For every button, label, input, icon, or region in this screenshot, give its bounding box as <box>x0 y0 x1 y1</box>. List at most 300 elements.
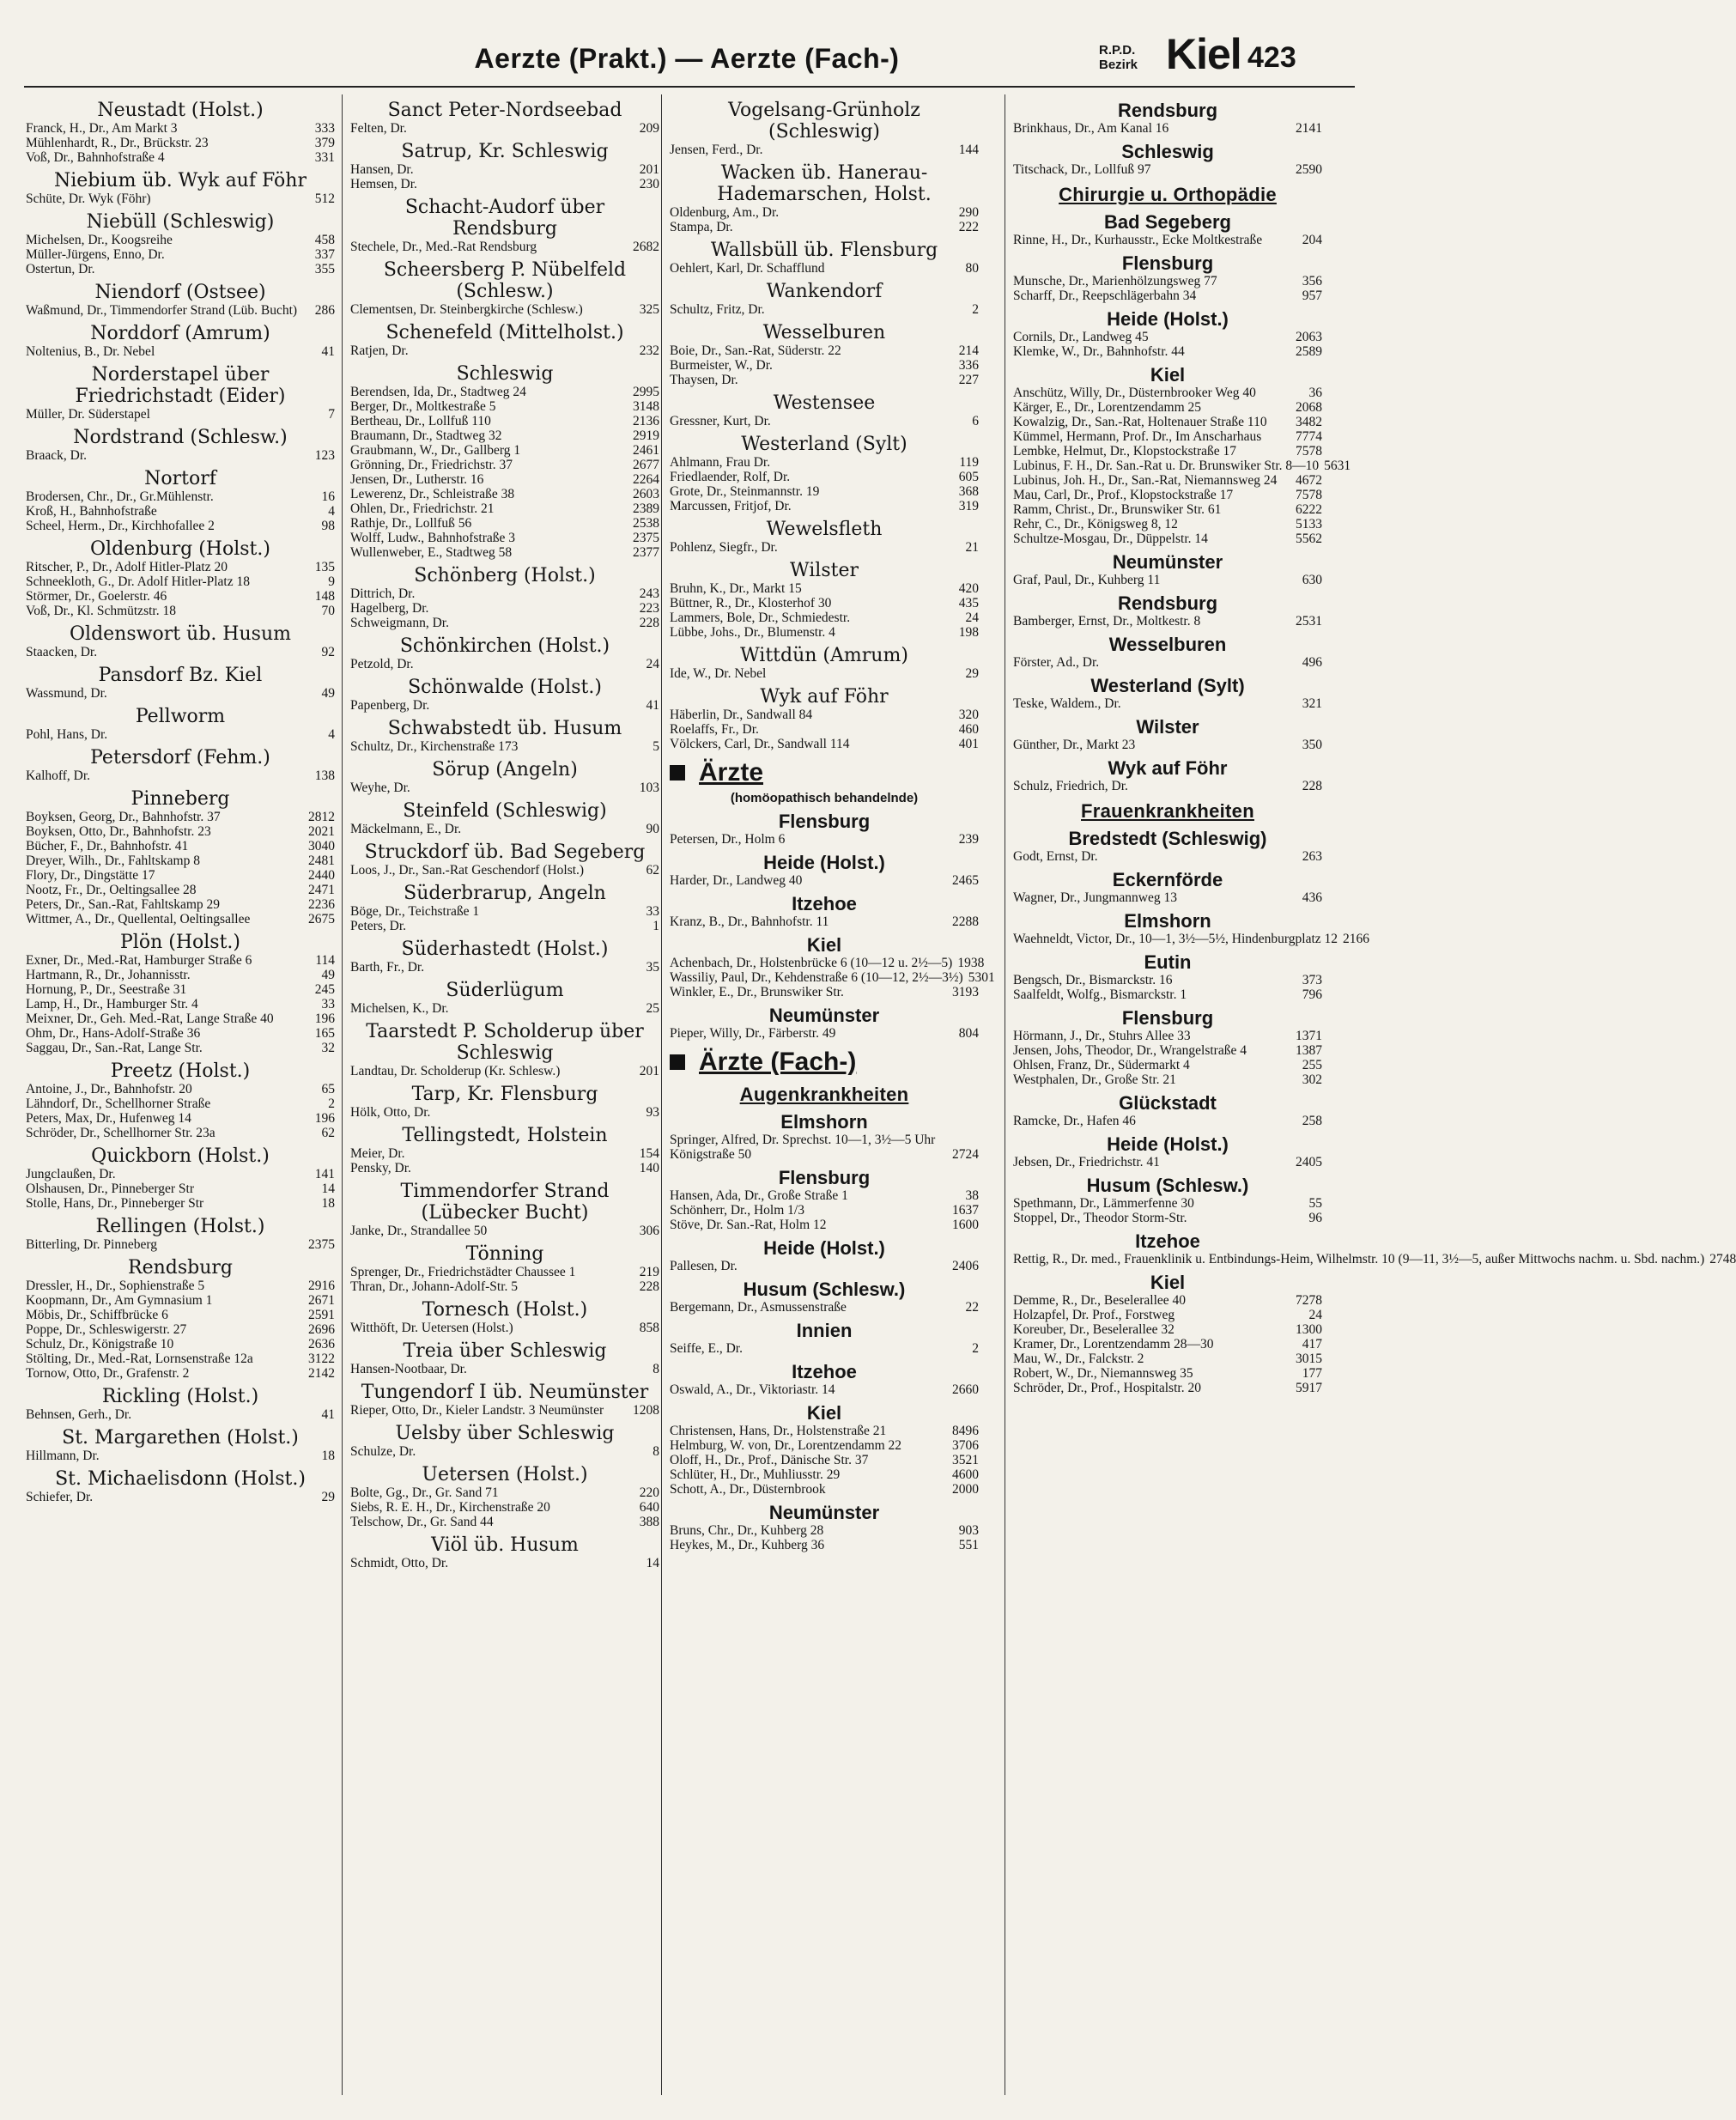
listing-name: Mäckelmann, E., Dr. <box>350 822 462 836</box>
listing-name: Grote, Dr., Steinmannstr. 19 <box>670 484 820 499</box>
listing-entry <box>1013 614 1322 629</box>
listing-name: Waehneldt, Victor, Dr., 10—1, 3½—5½, Hindenburgplatz 12 <box>1013 932 1338 946</box>
listing-phone: 858 <box>639 1321 659 1335</box>
listing-phone <box>974 1133 979 1147</box>
listing-phone: 230 <box>639 177 659 191</box>
listing-entry <box>350 616 659 630</box>
location-heading: Wilster <box>1136 716 1199 738</box>
listing-phone: 165 <box>314 1026 335 1041</box>
listing-name: Schweigmann, Dr. <box>350 616 449 630</box>
specialty-heading-gynecology: Frauenkrankheiten <box>1081 800 1254 822</box>
listing-phone: 460 <box>958 722 979 737</box>
listing-phone: 436 <box>1302 890 1322 905</box>
listing-entry <box>1013 1337 1322 1352</box>
listing-name: Pohlenz, Siegfr., Dr. <box>670 540 778 555</box>
listing-phone: 5917 <box>1296 1381 1322 1395</box>
location-heading: Niebüll (Schleswig) <box>86 211 275 233</box>
listing-entry <box>350 1279 659 1294</box>
location-heading: Schönwalde (Holst.) <box>408 677 602 698</box>
listing-entry <box>26 982 335 997</box>
location-heading: Westensee <box>773 392 876 414</box>
listing-phone: 2812 <box>308 810 335 824</box>
listing-entry <box>26 968 335 982</box>
location-heading: Pellworm <box>135 706 226 727</box>
listing-name: Meixner, Dr., Geh. Med.-Rat, Lange Straße 40 <box>26 1011 274 1026</box>
listing-name: Jensen, Johs, Theodor, Dr., Wrangelstraße 4 <box>1013 1043 1247 1058</box>
listing-name: Scheel, Herm., Dr., Kirchhofallee 2 <box>26 519 215 533</box>
listing-name: Noltenius, B., Dr. Nebel <box>26 344 155 359</box>
listing-entry <box>350 1001 659 1016</box>
listing-entry <box>1013 473 1322 488</box>
listing-name: Scharff, Dr., Reepschlägerbahn 34 <box>1013 289 1197 303</box>
listing-name: Saalfeldt, Wolfg., Bismarckstr. 1 <box>1013 987 1187 1002</box>
location-heading: Kiel <box>1150 364 1186 386</box>
listing-entry <box>670 1218 979 1232</box>
listing-phone: 286 <box>314 303 335 318</box>
listing-phone: 630 <box>1302 573 1322 587</box>
location-heading: Neustadt (Holst.) <box>97 100 264 121</box>
listing-name: Munsche, Dr., Marienhölzungsweg 77 <box>1013 274 1217 289</box>
listing-entry <box>26 997 335 1011</box>
listing-name: Lübbe, Johs., Dr., Blumenstr. 4 <box>670 625 835 640</box>
listing-entry <box>350 1265 659 1279</box>
listing-entry <box>1013 121 1322 136</box>
location-heading: Eutin <box>1144 951 1192 973</box>
listing-phone: 154 <box>639 1146 659 1161</box>
listing-entry <box>26 897 335 912</box>
listing-entry <box>350 601 659 616</box>
listing-name: Robert, W., Dr., Niemannsweg 35 <box>1013 1366 1193 1381</box>
listing-phone: 2 <box>972 302 979 317</box>
listing-entry <box>670 455 979 470</box>
listing-phone: 1637 <box>952 1203 979 1218</box>
location-heading: Taarstedt P. Scholderup über Schleswig <box>366 1021 644 1064</box>
directory-column-3 <box>670 94 995 2095</box>
listing-entry <box>1013 415 1322 429</box>
location-heading: Husum (Schlesw.) <box>1086 1175 1249 1196</box>
page-number: 423 <box>1247 41 1296 74</box>
section-gynecology <box>1013 828 1736 1395</box>
listing-entry <box>350 863 659 878</box>
listing-entry <box>1013 890 1322 905</box>
listing-name: Schultz, Dr., Kirchenstraße 173 <box>350 739 519 754</box>
listing-name: Westphalen, Dr., Große Str. 21 <box>1013 1072 1176 1087</box>
listing-entry <box>670 1438 979 1453</box>
listing-entry <box>670 1259 979 1273</box>
location-heading: Preetz (Holst.) <box>110 1060 251 1082</box>
listing-entry <box>1013 274 1322 289</box>
listing-entry <box>350 177 659 191</box>
listing-name: Clementsen, Dr. Steinbergkirche (Schlesw.) <box>350 302 583 317</box>
location-heading: St. Margarethen (Holst.) <box>62 1427 299 1449</box>
listing-phone: 80 <box>965 261 979 276</box>
listing-name: Berendsen, Ida, Dr., Stadtweg 24 <box>350 385 526 399</box>
listing-phone: 209 <box>639 121 659 136</box>
listing-phone: 36 <box>1308 386 1322 400</box>
listing-phone: 3521 <box>952 1453 979 1467</box>
listing-phone: 2671 <box>308 1293 335 1308</box>
listing-phone: 263 <box>1302 849 1322 864</box>
listing-phone: 55 <box>1308 1196 1322 1211</box>
location-heading: Tungendorf I üb. Neumünster <box>361 1382 649 1403</box>
listing-name: Koopmann, Dr., Am Gymnasium 1 <box>26 1293 213 1308</box>
listing-name: Oswald, A., Dr., Viktoriastr. 14 <box>670 1382 835 1397</box>
listing-entry <box>1013 1381 1322 1395</box>
listing-phone: 7578 <box>1296 488 1322 502</box>
listing-entry <box>350 1362 659 1376</box>
listing-name: Schröder, Dr., Prof., Hospitalstr. 20 <box>1013 1381 1201 1395</box>
listing-entry <box>1013 987 1322 1002</box>
listing-entry <box>1013 162 1322 177</box>
listing-entry <box>350 1403 659 1418</box>
listing-phone: 4 <box>328 727 335 742</box>
location-heading: Uelsby über Schleswig <box>395 1423 615 1444</box>
listing-name: Cornils, Dr., Landweg 45 <box>1013 330 1149 344</box>
listing-name: Olshausen, Dr., Pinneberger Str <box>26 1181 195 1196</box>
listing-entry <box>1013 1308 1322 1322</box>
listing-name: Schultz, Fritz, Dr. <box>670 302 765 317</box>
location-heading: Pinneberg <box>131 788 230 810</box>
listing-phone: 2389 <box>633 501 659 516</box>
listing-phone: 2142 <box>308 1366 335 1381</box>
listing-name: Koreuber, Dr., Beselerallee 32 <box>1013 1322 1175 1337</box>
listing-entry <box>26 839 335 853</box>
listing-name: Graf, Paul, Dr., Kuhberg 11 <box>1013 573 1161 587</box>
location-heading: Schwabstedt üb. Husum <box>387 718 622 739</box>
location-heading: Timmendorfer Strand (Lübecker Bucht) <box>400 1181 610 1224</box>
listing-phone: 8 <box>653 1362 659 1376</box>
listing-entry <box>670 1382 979 1397</box>
page-title: Aerzte (Prakt.) — Aerzte (Fach-) <box>474 43 900 74</box>
listing-name: Voß, Dr., Bahnhofstraße 4 <box>26 150 165 165</box>
listing-name: Schlüter, H., Dr., Muhliusstr. 29 <box>670 1467 841 1482</box>
listing-entry <box>26 953 335 968</box>
listing-name: Dittrich, Dr. <box>350 586 416 601</box>
location-heading: Eckernförde <box>1112 869 1223 890</box>
listing-name: Bitterling, Dr. Pinneberg <box>26 1237 157 1252</box>
listing-phone: 22 <box>965 1300 979 1315</box>
listing-phone: 3706 <box>952 1438 979 1453</box>
listing-name: Stoppel, Dr., Theodor Storm-Str. <box>1013 1211 1187 1225</box>
header-rule <box>24 86 1355 88</box>
listing-entry <box>670 722 979 737</box>
listing-entry <box>350 487 659 501</box>
listing-phone: 135 <box>314 560 335 574</box>
listing-phone: 2166 <box>1343 932 1370 946</box>
listing-name: Bolte, Gg., Dr., Gr. Sand 71 <box>350 1485 499 1500</box>
page-header <box>0 26 1374 86</box>
listing-phone: 227 <box>958 373 979 387</box>
listing-name: Barth, Fr., Dr. <box>350 960 425 975</box>
listing-name: Hörmann, J., Dr., Stuhrs Allee 33 <box>1013 1029 1191 1043</box>
listing-name: Lamp, H., Dr., Hamburger Str. 4 <box>26 997 198 1011</box>
location-heading: Schleswig <box>1121 141 1214 162</box>
listing-name: Nootz, Fr., Dr., Oeltingsallee 28 <box>26 883 197 897</box>
listing-entry <box>26 344 335 359</box>
listing-entry <box>1013 488 1322 502</box>
listing-name: Boie, Dr., San.-Rat, Süderstr. 22 <box>670 343 841 358</box>
location-heading: Kiel <box>806 934 842 956</box>
section-subheading: (homöopathisch behandelnde) <box>730 791 919 805</box>
listing-entry <box>26 303 335 318</box>
listing-phone: 496 <box>1302 655 1322 670</box>
listing-name: Schüte, Dr. Wyk (Föhr) <box>26 191 151 206</box>
listing-entry <box>670 343 979 358</box>
listing-phone: 29 <box>321 1490 335 1504</box>
listing-name: Ahlmann, Frau Dr. <box>670 455 771 470</box>
listing-phone: 219 <box>639 1265 659 1279</box>
listing-name: Tornow, Otto, Dr., Grafenstr. 2 <box>26 1366 190 1381</box>
listing-phone: 1387 <box>1296 1043 1322 1058</box>
listing-entry <box>1013 517 1322 532</box>
location-heading: Schleswig <box>456 363 554 385</box>
listing-name: Möbis, Dr., Schiffbrücke 6 <box>26 1308 168 1322</box>
listing-entry <box>350 1500 659 1515</box>
location-heading: Flensburg <box>1121 1007 1214 1029</box>
listing-phone: 14 <box>646 1556 659 1570</box>
listing-phone: 379 <box>314 136 335 150</box>
listing-name: Ohlsen, Franz, Dr., Südermarkt 4 <box>1013 1058 1190 1072</box>
listing-entry <box>670 1300 979 1315</box>
listing-phone: 228 <box>639 1279 659 1294</box>
listing-entry <box>670 737 979 751</box>
listing-entry <box>26 768 335 783</box>
listing-phone: 2440 <box>308 868 335 883</box>
listing-phone: 33 <box>646 904 659 919</box>
listing-entry <box>670 499 979 513</box>
listing-name: Stöve, Dr. San.-Rat, Holm 12 <box>670 1218 827 1232</box>
listing-name: Störmer, Dr., Goelerstr. 46 <box>26 589 167 604</box>
listing-phone: 2264 <box>633 472 659 487</box>
listing-name: Schott, A., Dr., Düsternbrook <box>670 1482 826 1497</box>
listing-name: Kalhoff, Dr. <box>26 768 91 783</box>
listing-entry <box>26 489 335 504</box>
listing-phone: 21 <box>965 540 979 555</box>
listing-entry <box>1013 849 1322 864</box>
listing-phone: 3122 <box>308 1352 335 1366</box>
listing-name: Kowalzig, Dr., San.-Rat, Holtenauer Straße 110 <box>1013 415 1267 429</box>
rpd-label: R.P.D. Bezirk <box>1099 43 1138 72</box>
listing-name: Dreyer, Wilh., Dr., Fahltskamp 8 <box>26 853 200 868</box>
listing-entry <box>26 1096 335 1111</box>
listing-phone: 7774 <box>1296 429 1322 444</box>
listing-phone: 2461 <box>633 443 659 458</box>
listing-phone: 3040 <box>308 839 335 853</box>
listing-name: Peters, Max, Dr., Hufenweg 14 <box>26 1111 191 1126</box>
location-heading: Uetersen (Holst.) <box>422 1464 588 1485</box>
listing-entry <box>1013 1043 1322 1058</box>
listing-name: Hornung, P., Dr., Seestraße 31 <box>26 982 187 997</box>
listing-phone: 2136 <box>633 414 659 428</box>
listing-entry <box>350 385 659 399</box>
location-heading: Schacht-Audorf über Rendsburg <box>404 197 605 240</box>
listing-phone: 4600 <box>952 1467 979 1482</box>
listing-entry <box>670 666 979 681</box>
listing-phone: 2589 <box>1296 344 1322 359</box>
listing-phone: 2 <box>328 1096 335 1111</box>
listing-entry <box>1013 973 1322 987</box>
listing-entry <box>670 956 985 970</box>
listing-entry <box>1013 502 1322 517</box>
listing-phone: 2 <box>972 1341 979 1356</box>
listing-entry <box>26 407 335 422</box>
listing-entry <box>26 883 335 897</box>
listing-entry <box>670 832 979 847</box>
listing-entry <box>670 1203 979 1218</box>
listing-entry <box>1013 1155 1322 1169</box>
listing-phone: 2919 <box>633 428 659 443</box>
listing-entry <box>350 240 659 254</box>
listing-entry <box>670 708 979 722</box>
listing-phone: 214 <box>958 343 979 358</box>
listing-name: Achenbach, Dr., Holstenbrücke 6 (10—12 u. 2½—5) <box>670 956 953 970</box>
listing-entry <box>1013 1252 1736 1267</box>
listing-entry <box>26 1308 335 1322</box>
listing-phone: 49 <box>321 968 335 982</box>
listing-name: Jungclaußen, Dr. <box>26 1167 116 1181</box>
listing-entry <box>26 810 335 824</box>
listing-name: Berger, Dr., Moltkestraße 5 <box>350 399 496 414</box>
listing-entry <box>350 822 659 836</box>
location-heading: Itzehoe <box>792 1361 857 1382</box>
listing-phone: 255 <box>1302 1058 1322 1072</box>
listing-phone: 9 <box>328 574 335 589</box>
listing-entry <box>26 1366 335 1381</box>
location-heading: Süderhastedt (Holst.) <box>401 939 609 960</box>
listing-phone: 114 <box>315 953 335 968</box>
listing-phone: 350 <box>1302 738 1322 752</box>
listing-phone: 245 <box>314 982 335 997</box>
listing-entry <box>350 545 659 560</box>
location-heading: Niendorf (Ostsee) <box>94 282 266 303</box>
listing-name: Pallesen, Dr. <box>670 1259 737 1273</box>
location-heading: Flensburg <box>1121 252 1214 274</box>
listing-entry <box>670 914 979 929</box>
section-eye-diseases <box>670 1111 979 1552</box>
listing-name: Jebsen, Dr., Friedrichstr. 41 <box>1013 1155 1160 1169</box>
listing-entry <box>26 1041 335 1055</box>
listing-name: Boyksen, Otto, Dr., Bahnhofstr. 23 <box>26 824 211 839</box>
listing-phone: 2377 <box>633 545 659 560</box>
specialty-heading-surgery: Chirurgie u. Orthopädie <box>1059 184 1277 205</box>
listing-entry <box>26 150 335 165</box>
listing-phone: 24 <box>1308 1308 1322 1322</box>
listing-phone: 333 <box>314 121 335 136</box>
listing-phone: 2995 <box>633 385 659 399</box>
listing-entry <box>26 727 335 742</box>
listing-entry <box>670 1147 979 1162</box>
listing-name: Kroß, H., Bahnhofstraße <box>26 504 157 519</box>
location-heading: Pansdorf Bz. Kiel <box>98 665 263 686</box>
listing-name: Schönherr, Dr., Holm 1/3 <box>670 1203 804 1218</box>
listing-phone: 2063 <box>1296 330 1322 344</box>
listing-entry <box>350 399 659 414</box>
listing-entry <box>350 443 659 458</box>
listing-entry <box>26 1196 335 1211</box>
listing-phone: 306 <box>639 1224 659 1238</box>
listing-phone: 368 <box>958 484 979 499</box>
listing-name: Helmburg, W. von, Dr., Lorentzendamm 22 <box>670 1438 902 1453</box>
listing-name: Bruns, Chr., Dr., Kuhberg 28 <box>670 1523 824 1538</box>
listing-entry <box>26 574 335 589</box>
location-heading: Satrup, Kr. Schleswig <box>401 141 609 162</box>
listing-entry <box>670 1341 979 1356</box>
location-heading: Viöl üb. Husum <box>431 1534 579 1556</box>
location-heading: Tönning <box>465 1243 544 1265</box>
listing-phone: 388 <box>639 1515 659 1529</box>
listing-phone: 201 <box>639 1064 659 1078</box>
listing-entry <box>1013 1029 1322 1043</box>
listing-name: Pieper, Willy, Dr., Färberstr. 49 <box>670 1026 836 1041</box>
listing-name: Gressner, Kurt, Dr. <box>670 414 771 428</box>
listing-name: Waßmund, Dr., Timmendorfer Strand (Lüb. Bucht) <box>26 303 298 318</box>
listing-phone: 92 <box>321 645 335 659</box>
listing-phone: 319 <box>958 499 979 513</box>
listing-phone: 98 <box>321 519 335 533</box>
listing-entry <box>670 1453 979 1467</box>
location-heading: Heide (Holst.) <box>1107 308 1229 330</box>
listing-name: Saggau, Dr., San.-Rat, Lange Str. <box>26 1041 203 1055</box>
listing-phone: 141 <box>314 1167 335 1181</box>
listing-phone: 1938 <box>957 956 985 970</box>
square-bullet-icon <box>670 765 685 781</box>
listing-phone: 7 <box>328 407 335 422</box>
listing-entry <box>26 1181 335 1196</box>
listing-entry <box>1013 459 1351 473</box>
listing-name: Königstraße 50 <box>670 1147 752 1162</box>
listing-phone: 1371 <box>1296 1029 1322 1043</box>
listing-phone: 2481 <box>308 853 335 868</box>
listing-entry <box>1013 779 1322 793</box>
listing-phone: 2591 <box>308 1308 335 1322</box>
listing-entry <box>350 960 659 975</box>
listing-entry <box>1013 738 1322 752</box>
listing-entry <box>350 1485 659 1500</box>
listing-phone: 3148 <box>633 399 659 414</box>
listing-phone: 4672 <box>1296 473 1322 488</box>
listing-phone: 401 <box>958 737 979 751</box>
listing-phone: 2465 <box>952 873 979 888</box>
listing-name: Michelsen, Dr., Koogsreihe <box>26 233 173 247</box>
listing-phone: 2236 <box>308 897 335 912</box>
listing-entry <box>26 191 335 206</box>
listing-phone: 1600 <box>952 1218 979 1232</box>
listing-name: Oehlert, Karl, Dr. Schafflund <box>670 261 825 276</box>
listing-name: Rinne, H., Dr., Kurhausstr., Ecke Moltkestraße <box>1013 233 1263 247</box>
directory-column-1 <box>26 94 335 2095</box>
location-heading: Rickling (Holst.) <box>101 1386 259 1407</box>
listing-name: Günther, Dr., Markt 23 <box>1013 738 1136 752</box>
listing-name: Schneekloth, G., Dr. Adolf Hitler-Platz 18 <box>26 574 250 589</box>
listing-name: Häberlin, Dr., Sandwall 84 <box>670 708 813 722</box>
location-heading: Plön (Holst.) <box>119 932 240 953</box>
listing-phone: 220 <box>639 1485 659 1500</box>
listing-name: Rettig, R., Dr. med., Frauenklinik u. Entbindungs-Heim, Wilhelmstr. 10 (9—11, 3½—5, außer Mittwochs nachm. u. Sbd. nachm.) <box>1013 1252 1705 1267</box>
listing-entry <box>670 625 979 640</box>
listing-name: Wagner, Dr., Jungmannweg 13 <box>1013 890 1177 905</box>
listing-entry <box>670 484 979 499</box>
listing-phone: 123 <box>314 448 335 463</box>
listing-phone: 62 <box>321 1126 335 1140</box>
location-heading: Neumünster <box>1112 551 1223 573</box>
listing-name: Ide, W., Dr. Nebel <box>670 666 767 681</box>
listing-entry <box>350 586 659 601</box>
directory-column-4 <box>1013 94 1736 2095</box>
listing-entry <box>1013 1366 1322 1381</box>
listing-name: Braack, Dr. <box>26 448 88 463</box>
listing-phone: 24 <box>646 657 659 671</box>
listing-entry <box>26 1293 335 1308</box>
